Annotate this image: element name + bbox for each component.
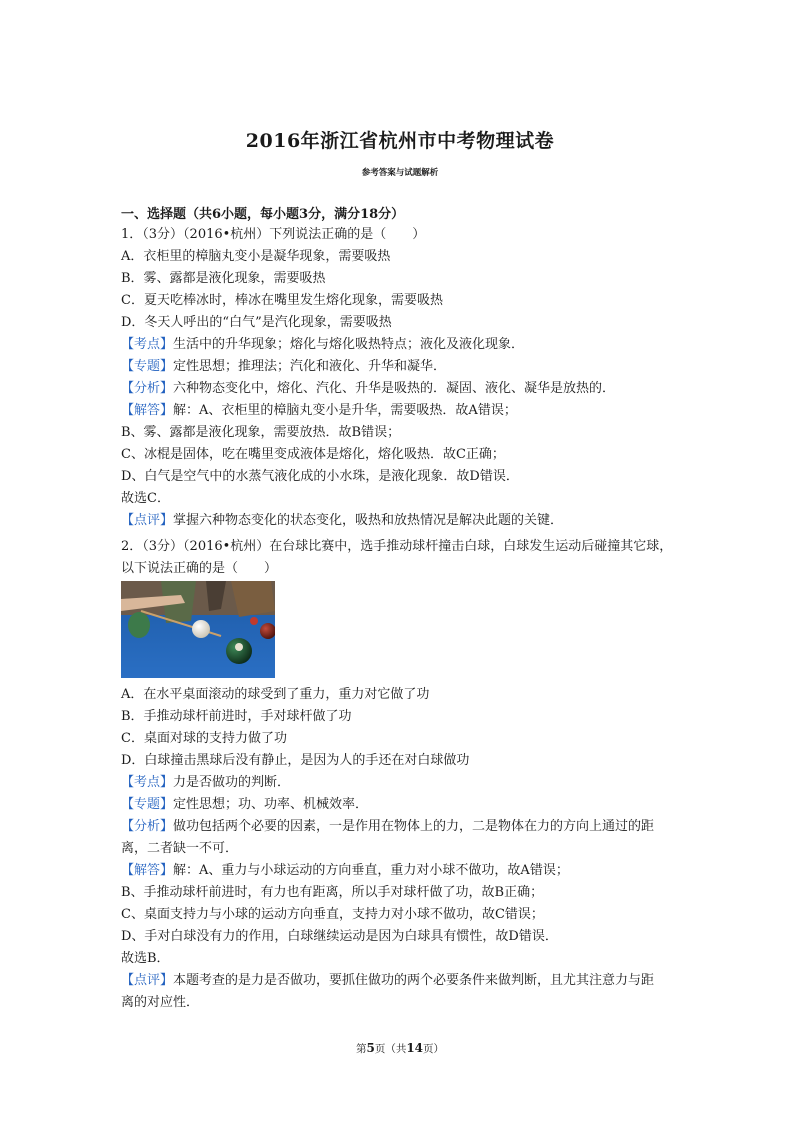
q1-option-c: C．夏天吃棒冰时，棒冰在嘴里发生熔化现象，需要吸热 — [121, 293, 443, 308]
q2-option-d: D．白球撞击黑球后没有静止，是因为人的手还在对白球做功 — [121, 753, 470, 768]
q1-dianping-text: 掌握六种物态变化的状态变化，吸热和放热情况是解决此题的关键． — [173, 513, 564, 528]
q1-kaodian-tag: 考点 — [134, 337, 161, 352]
q2-kaodian-tag: 考点 — [134, 775, 161, 790]
q1-dianping: 【点评】掌握六种物态变化的状态变化，吸热和放热情况是解决此题的关键． — [121, 513, 564, 528]
footer-middle: 页（共 — [374, 1043, 407, 1055]
q1-dianping-tag: 点评 — [134, 513, 161, 528]
footer-page-number: 5 — [366, 1041, 375, 1055]
q2-jieda-line-2: B、手推动球杆前进时，有力也有距离，所以手对球杆做了功，故B正确； — [121, 885, 544, 900]
q2-jieda-line-4: D、手对白球没有力的作用，白球继续运动是因为白球具有惯性，故D错误． — [121, 929, 558, 944]
q2-zhuanti-tag: 专题 — [134, 797, 161, 812]
q1-jieda-line-2: B、雾、露都是液化现象，需要放热．故B错误； — [121, 425, 401, 440]
q2-fenxi-tag: 分析 — [134, 819, 161, 834]
q2-stem-line-1: 2．（3分）（2016•杭州）在台球比赛中，选手推动球杆撞击白球，白球发生运动后碰撞其它球， — [121, 539, 673, 554]
q2-dianping-line-1: 本题考查的是力是否做功，要抓住做功的两个必要条件来做判断，且尤其注意力与距 — [173, 973, 655, 988]
q1-option-a: A．衣柜里的樟脑丸变小是凝华现象，需要吸热 — [121, 249, 391, 264]
q2-jieda-line-1: 解：A、重力与小球运动的方向垂直，重力对小球不做功，故A错误； — [173, 863, 569, 878]
q2-fenxi-line-1: 做功包括两个必要的因素，一是作用在物体上的力，二是物体在力的方向上通过的距 — [173, 819, 655, 834]
q2-answer: 故选B． — [121, 951, 170, 966]
q1-stem: 1．（3分）（2016•杭州）下列说法正确的是（ ） — [121, 227, 426, 242]
q1-kaodian: 【考点】生活中的升华现象；熔化与熔化吸热特点；液化及液化现象． — [121, 337, 525, 352]
q2-fenxi: 【分析】做功包括两个必要的因素，一是作用在物体上的力，二是物体在力的方向上通过的距 — [121, 819, 655, 834]
q1-zhuanti-tag: 专题 — [134, 359, 161, 374]
q2-zhuanti-text: 定性思想；功、功率、机械效率． — [173, 797, 369, 812]
q1-jieda-tag: 解答 — [134, 403, 161, 418]
q2-kaodian: 【考点】力是否做功的判断． — [121, 775, 291, 790]
q1-fenxi: 【分析】六种物态变化中，熔化、汽化、升华是吸热的．凝固、液化、凝华是放热的． — [121, 381, 616, 396]
q2-jieda-line-3: C、桌面支持力与小球的运动方向垂直，支持力对小球不做功，故C错误； — [121, 907, 544, 922]
q2-option-a: A．在水平桌面滚动的球受到了重力，重力对它做了功 — [121, 687, 430, 702]
q2-dianping-line-2: 离的对应性． — [121, 995, 200, 1010]
q2-zhuanti: 【专题】定性思想；功、功率、机械效率． — [121, 797, 369, 812]
page-footer — [0, 1041, 800, 1056]
footer-suffix: 页） — [423, 1043, 445, 1055]
footer-total-pages: 14 — [406, 1041, 424, 1055]
page-subtitle: 参考答案与试题解析 — [361, 168, 439, 178]
billiards-photo — [121, 581, 275, 678]
q1-kaodian-text: 生活中的升华现象；熔化与熔化吸热特点；液化及液化现象． — [173, 337, 525, 352]
q2-dianping-tag: 点评 — [134, 973, 161, 988]
q2-kaodian-text: 力是否做功的判断． — [173, 775, 291, 790]
q2-option-c: C．桌面对球的支持力做了功 — [121, 731, 287, 746]
q1-jieda: 【解答】解：A、衣柜里的樟脑丸变小是升华，需要吸热．故A错误； — [121, 403, 517, 418]
q1-jieda-line-1: 解：A、衣柜里的樟脑丸变小是升华，需要吸热．故A错误； — [173, 403, 517, 418]
q2-fenxi-line-2: 离，二者缺一不可． — [121, 841, 239, 856]
q1-zhuanti: 【专题】定性思想；推理法；汽化和液化、升华和凝华． — [121, 359, 447, 374]
q1-fenxi-text: 六种物态变化中，熔化、汽化、升华是吸热的．凝固、液化、凝华是放热的． — [173, 381, 616, 396]
q2-option-b: B．手推动球杆前进时，手对球杆做了功 — [121, 709, 352, 724]
q1-fenxi-tag: 分析 — [134, 381, 161, 396]
q2-jieda-tag: 解答 — [134, 863, 161, 878]
q1-answer: 故选C． — [121, 491, 170, 506]
q2-jieda: 【解答】解：A、重力与小球运动的方向垂直，重力对小球不做功，故A错误； — [121, 863, 569, 878]
q1-zhuanti-text: 定性思想；推理法；汽化和液化、升华和凝华． — [173, 359, 447, 374]
q1-jieda-line-4: D、白气是空气中的水蒸气液化成的小水珠，是液化现象．故D错误． — [121, 469, 519, 484]
footer-prefix: 第 — [355, 1043, 367, 1055]
q1-option-d: D．冬天人呼出的“白气”是汽化现象，需要吸热 — [121, 315, 392, 330]
q1-option-b: B．雾、露都是液化现象，需要吸热 — [121, 271, 326, 286]
q1-jieda-line-3: C、冰棍是固体，吃在嘴里变成液体是熔化，熔化吸热．故C正确； — [121, 447, 505, 462]
page-title: 2016年浙江省杭州市中考物理试卷 — [245, 130, 555, 152]
section-heading: 一、选择题（共6小题，每小题3分，满分18分） — [121, 207, 405, 222]
q2-dianping: 【点评】本题考查的是力是否做功，要抓住做功的两个必要条件来做判断，且尤其注意力与距 — [121, 973, 655, 988]
q2-stem-line-2: 以下说法正确的是（ ） — [121, 561, 278, 576]
